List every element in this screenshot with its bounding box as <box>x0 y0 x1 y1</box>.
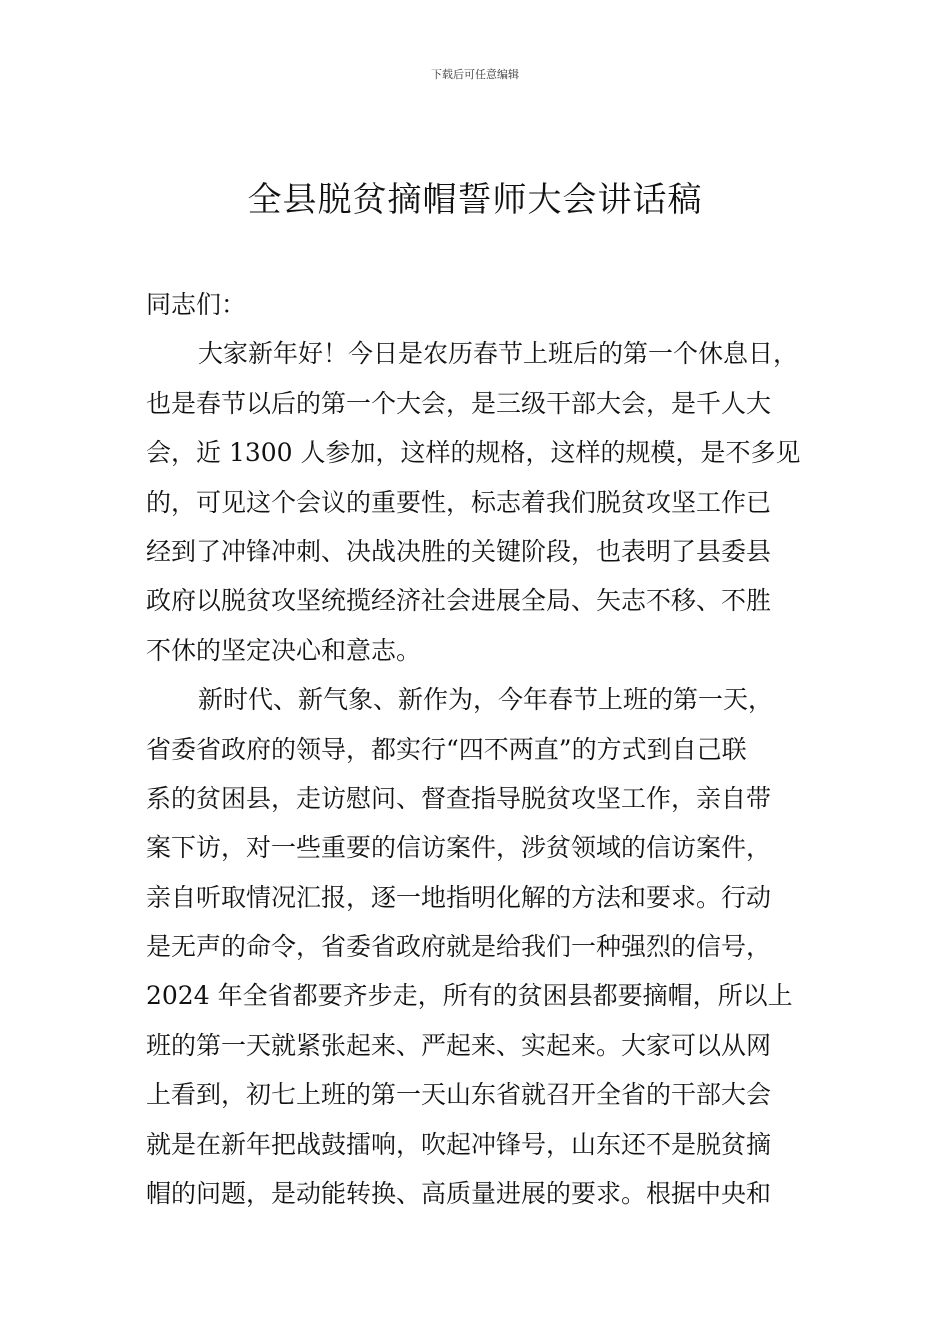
document-title: 全县脱贫摘帽誓师大会讲话稿 <box>247 180 703 220</box>
paragraph-line: 的，可见这个会议的重要性，标志着我们脱贫攻坚工作已 <box>146 487 772 517</box>
paragraph-1 <box>146 329 826 675</box>
paragraph-line: 班的第一天就紧张起来、严起来、实起来。大家可以从网 <box>146 1030 772 1060</box>
salutation: 同志们： <box>146 290 247 319</box>
paragraph-line: 也是春节以后的第一个大会，是三级干部大会，是千人大 <box>146 388 772 418</box>
header-note: 下载后可任意编辑 <box>431 68 519 81</box>
paragraph-2 <box>146 675 826 1218</box>
paragraph-line: 大家新年好！今日是农历春节上班后的第一个休息日， <box>198 339 799 369</box>
paragraph-line: 政府以脱贫攻坚统揽经济社会进展全局、矢志不移、不胜 <box>146 586 772 616</box>
paragraph-line: 系的贫困县，走访慰问、督查指导脱贫攻坚工作，亲自带 <box>146 783 772 813</box>
paragraph-line: 上看到，初七上班的第一天山东省就召开全省的干部大会 <box>146 1080 772 1110</box>
paragraph-line: 2024 年全省都要齐步走，所有的贫困县都要摘帽，所以上 <box>146 981 793 1011</box>
paragraph-line: 案下访，对一些重要的信访案件，涉贫领域的信访案件， <box>146 833 772 863</box>
paragraph-line: 新时代、新气象、新作为，今年春节上班的第一天， <box>198 685 774 715</box>
paragraph-line: 亲自听取情况汇报，逐一地指明化解的方法和要求。行动 <box>146 882 772 912</box>
paragraph-line: 省委省政府的领导，都实行“四不两直”的方式到自己联 <box>146 734 747 764</box>
paragraph-line: 是无声的命令，省委省政府就是给我们一种强烈的信号， <box>146 932 772 962</box>
paragraph-line: 不休的坚定决心和意志。 <box>146 635 422 665</box>
paragraph-line: 经到了冲锋冲刺、决战决胜的关键阶段，也表明了县委县 <box>146 536 772 566</box>
paragraph-line: 就是在新年把战鼓擂响，吹起冲锋号，山东还不是脱贫摘 <box>146 1129 772 1159</box>
paragraph-line: 帽的问题，是动能转换、高质量进展的要求。根据中央和 <box>146 1179 772 1209</box>
document-body <box>146 280 826 1218</box>
paragraph-line: 会，近 1300 人参加，这样的规格，这样的规模，是不多见 <box>146 438 801 468</box>
